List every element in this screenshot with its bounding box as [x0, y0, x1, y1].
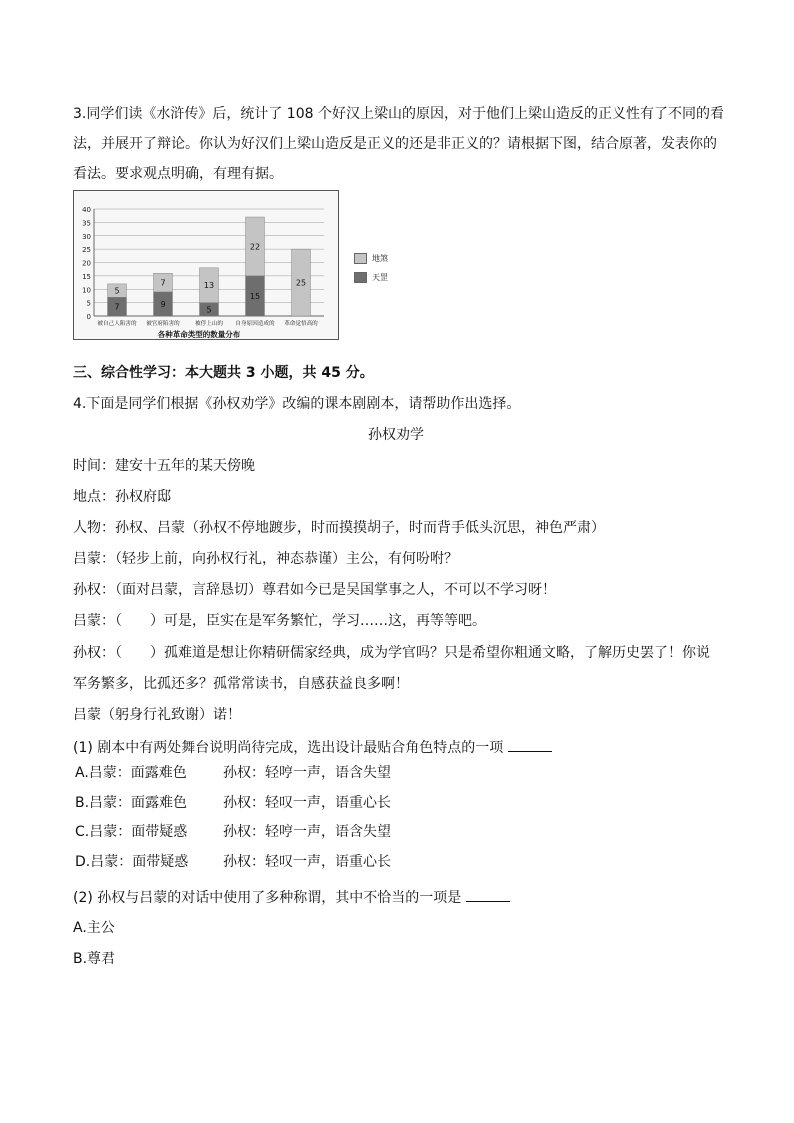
chart-svg — [74, 191, 338, 339]
option-1b[interactable] — [75, 793, 391, 813]
dialogue-lvmeng-1: 吕蒙：（轻步上前，向孙权行礼，神态恭谨）主公，有何吩咐？ — [73, 551, 458, 567]
sub-question-2-text: (2) 孙权与吕蒙的对话中使用了多种称谓，其中不恰当的一项是 — [73, 890, 462, 906]
bar-data-label: 13 — [203, 281, 215, 291]
dialogue-lvmeng-2: 吕蒙：（ ）可是，臣实在是军务繁忙，学习……这，再等等吧。 — [73, 613, 486, 629]
legend-item — [354, 253, 388, 264]
dialogue-lvmeng-3: 吕蒙（躬身行礼致谢）诺！ — [73, 707, 241, 723]
answer-blank-2[interactable] — [466, 887, 510, 902]
x-tick-label: 被官府陷害的 — [146, 321, 180, 327]
legend-label: 地煞 — [372, 254, 388, 263]
option-2b[interactable]: B.尊君 — [73, 951, 116, 967]
y-tick-label: 0 — [86, 313, 91, 321]
chart-title: 各种革命类型的数量分布 — [157, 330, 241, 339]
sub-question-1 — [73, 737, 552, 758]
option-1d-left: D.吕蒙：面带疑惑 — [75, 854, 189, 870]
play-place: 地点：孙权府邸 — [73, 489, 171, 505]
q3-text-line1: 3.同学们读《水浒传》后，统计了 108 个好汉上梁山的原因，对于他们上梁山造反的正义性有了不同的看 — [73, 106, 724, 122]
option-1d-right: 孙权：轻叹一声，语重心长 — [223, 854, 391, 870]
option-1c-left: C.吕蒙：面带疑惑 — [75, 824, 188, 840]
option-1c-right: 孙权：轻哼一声，语含失望 — [223, 824, 391, 840]
option-1b-right: 孙权：轻叹一声，语重心长 — [223, 795, 391, 811]
sub-question-1-text: (1) 剧本中有两处舞台说明尚待完成，选出设计最贴合角色特点的一项 — [73, 740, 504, 756]
bar-data-label: 15 — [249, 291, 261, 301]
legend-swatch — [354, 253, 367, 264]
x-tick-label: 自身原因造成的 — [235, 321, 275, 327]
legend-item — [354, 272, 388, 283]
dialogue-sunquan-1: 孙权：（面对吕蒙，言辞恳切）尊君如今已是吴国掌事之人，不可以不学习呀！ — [73, 582, 556, 598]
bar-data-label: 5 — [206, 305, 212, 315]
bar-data-label: 25 — [295, 278, 307, 288]
option-1c[interactable] — [75, 822, 391, 842]
sub-question-2 — [73, 887, 510, 908]
play-characters: 人物：孙权、吕蒙（孙权不停地踱步，时而摸摸胡子，时而背手低头沉思，神色严肃） — [73, 520, 605, 536]
dialogue-sunquan-2b: 军务繁多，比孤还多？孤常常读书，自感获益良多啊！ — [73, 676, 409, 692]
option-1a-right: 孙权：轻哼一声，语含失望 — [223, 765, 391, 781]
option-1b-left: B.吕蒙：面露难色 — [75, 795, 188, 811]
bar-data-label: 5 — [114, 286, 120, 296]
y-tick-label: 40 — [82, 206, 91, 214]
y-tick-label: 15 — [82, 272, 91, 281]
stacked-bar-chart — [73, 190, 339, 340]
q4-intro: 4.下面是同学们根据《孙权劝学》改编的课本剧剧本，请帮助作出选择。 — [73, 396, 521, 412]
x-tick-label: 革命觉悟高的 — [284, 321, 318, 327]
bar-data-label: 7 — [160, 278, 166, 288]
y-tick-label: 5 — [86, 299, 91, 308]
y-tick-label: 20 — [82, 259, 91, 268]
legend-label: 天罡 — [372, 273, 388, 282]
y-tick-label: 25 — [82, 246, 91, 255]
option-1d[interactable] — [75, 852, 391, 872]
legend-swatch — [354, 272, 367, 283]
x-tick-label: 被自己人陷害的 — [97, 321, 137, 327]
option-1a[interactable] — [75, 763, 391, 783]
x-tick-label: 被俘上山的 — [195, 321, 223, 327]
answer-blank-1[interactable] — [508, 737, 552, 752]
y-tick-label: 30 — [82, 232, 91, 241]
option-1a-left: A.吕蒙：面露难色 — [75, 765, 187, 781]
bar-data-label: 22 — [249, 242, 261, 252]
option-2a[interactable]: A.主公 — [73, 920, 115, 936]
y-tick-label: 35 — [82, 219, 91, 228]
bar-data-label: 7 — [114, 302, 120, 312]
q3-text-line3: 看法。要求观点明确，有理有据。 — [73, 166, 283, 182]
bar-data-label: 9 — [160, 299, 166, 309]
section-3-heading: 三、综合性学习：本大题共 3 小题，共 45 分。 — [73, 365, 374, 381]
play-time: 时间：建安十五年的某天傍晚 — [73, 458, 255, 474]
dialogue-sunquan-2a: 孙权：（ ）孤难道是想让你精研儒家经典，成为学官吗？只是希望你粗通文略，了解历史罢了！你说 — [73, 645, 710, 661]
y-tick-label: 10 — [82, 286, 91, 295]
play-title: 孙权劝学 — [368, 427, 424, 443]
q3-text-line2: 法，并展开了辩论。你认为好汉们上梁山造反是正义的还是非正义的？请根据下图，结合原著，发表你的 — [73, 136, 717, 152]
